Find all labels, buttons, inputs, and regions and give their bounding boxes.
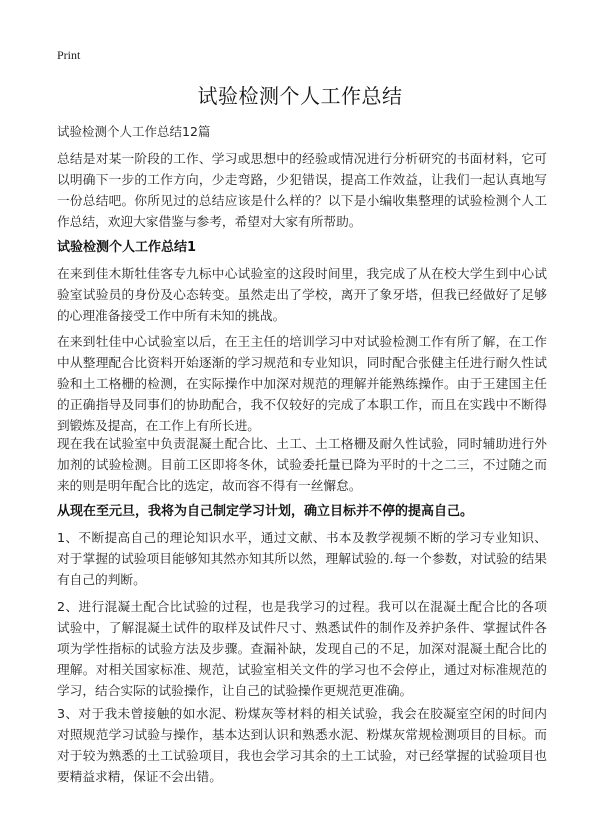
print-link[interactable]: Print [57,48,81,62]
page-title: 试验检测个人工作总结 [197,84,403,108]
list-item: 1、不断提高自己的理论知识水平，通过文献、书本及教学视频不断的学习专业知识、对于掌握的试验项目能够知其然亦知其所以然，理解试验的.每一个参数，对试验的结果有自己的判断。 [57,530,547,587]
section-heading: 试验检测个人工作总结1 [57,240,197,255]
body-paragraph: 在来到牡佳中心试验室以后，在王主任的培训学习中对试验检测工作有所了解，在工作中从整理配合比资料开始逐渐的学习规范和专业知识，同时配合张健主任进行耐久性试验和土工格栅的检测，在实际操作中加深对规范的理解并能熟练操作。由于王建国主任的正确指导及同事们的协助配合，我不仅较好的完成了本职工作，而且在实践中不断得到锻炼及提高，在工作上有所长进。 [57,334,547,433]
body-paragraph: 现在我在试验室中负责混凝土配合比、土工、土工格栅及耐久性试验，同时辅助进行外加剂的试验检测。目前工区即将冬休，试验委托量已降为平时的十之二三，不过随之而来的则是明年配合比的选定，故而容不得有一丝懈怠。 [57,436,547,493]
list-item: 2、进行混凝土配合比试验的过程，也是我学习的过程。我可以在混凝土配合比的各项试验中，了解混凝土试件的取样及试件尺寸、熟悉试件的制作及养护条件、掌握试件各项为学性指标的试验方法及步骤。查漏补缺，发现自己的不足，加深对混凝土配合比的理解。对相关国家标准、规范，试验室相关文件的学习也不会停止，通过对标准规范的学习，结合实际的试验操作，让自己的试验操作更规范更准确。 [57,599,547,698]
bold-statement: 从现在至元旦，我将为自己制定学习计划，确立目标并不停的提高自己。 [57,504,474,519]
document-subtitle: 试验检测个人工作总结12篇 [57,124,211,139]
body-paragraph: 在来到佳木斯牡佳客专九标中心试验室的这段时间里，我完成了从在校大学生到中心试验室试验员的身份及心态转变。虽然走出了学校，离开了象牙塔，但我已经做好了足够的心理准备接受工作中所有未知的挑战。 [57,266,547,323]
list-item: 3、对于我未曾接触的如水泥、粉煤灰等材料的相关试验，我会在胶凝室空闲的时间内对照规范学习试验与操作，基本达到认识和熟悉水泥、粉煤灰常规检测项目的目标。而对于较为熟悉的土工试验项目，我也会学习其余的土工试验，对已经掌握的试验项目也要精益求精，保证不会出错。 [57,706,547,784]
intro-paragraph: 总结是对某一阶段的工作、学习或思想中的经验或情况进行分析研究的书面材料，它可以明确下一步的工作方向，少走弯路，少犯错误，提高工作效益，让我们一起认真地写一份总结吧。你所见过的总结应该是什么样的？以下是小编收集整理的试验检测个人工作总结，欢迎大家借鉴与参考，希望对大家有所帮助。 [57,151,547,229]
